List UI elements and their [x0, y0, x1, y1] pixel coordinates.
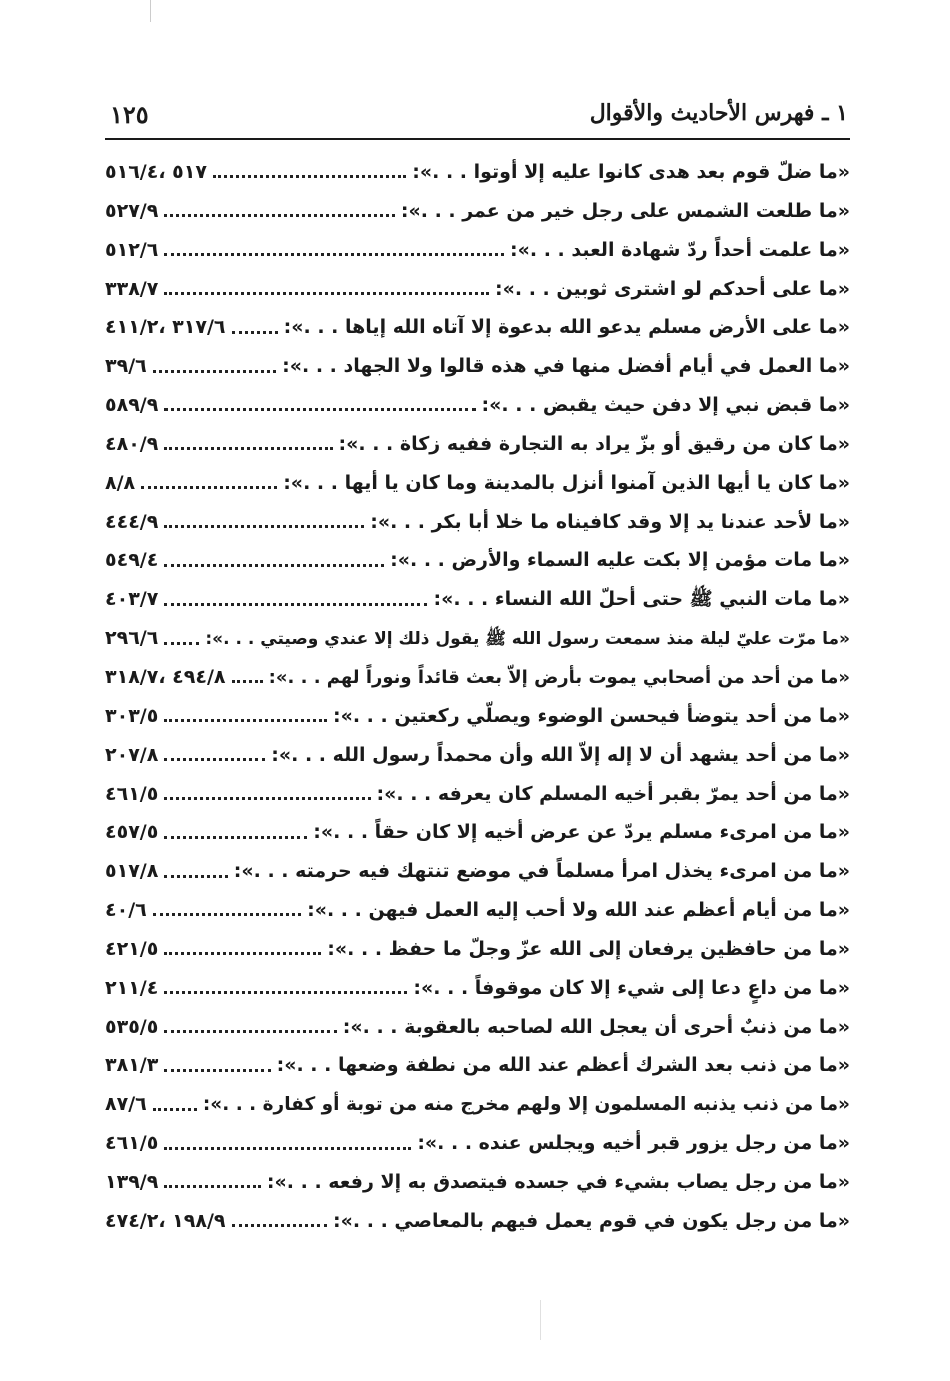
- dot-leader: [164, 1172, 261, 1192]
- volume-page-reference: ٨٧/٦: [105, 1093, 147, 1116]
- index-entry: [105, 580, 850, 619]
- dot-leader: [164, 784, 370, 804]
- dot-leader: [164, 590, 427, 610]
- dot-leader: [232, 1211, 328, 1231]
- hadith-text: «ما من رجل يزور قبر أخيه ويجلس عنده . . .»:: [417, 1132, 850, 1155]
- section-title: ١ ـ فهرس الأحاديث والأقوال: [589, 100, 848, 126]
- dot-leader: [164, 978, 407, 998]
- hadith-text: «ما كان من رقيق أو بزّ يراد به التجارة ففيه زكاة . . .»:: [338, 432, 850, 455]
- dot-leader: [153, 357, 276, 377]
- hadith-text: «ما من داعٍ دعا إلى شيء إلا كان موقوفاً . . .»:: [413, 976, 850, 999]
- index-entry: [105, 930, 850, 969]
- dot-leader: [164, 939, 321, 959]
- volume-page-reference: ٥٨٩/٩: [105, 394, 159, 417]
- volume-page-reference: ٥١٧/٨: [105, 860, 159, 883]
- hadith-text: «ما من امرىء مسلم يردّ عن عرض أخيه إلا كان حقاً . . .»:: [313, 821, 850, 844]
- dot-leader: [141, 473, 277, 493]
- dot-leader: [164, 745, 265, 765]
- dot-leader: [164, 629, 199, 649]
- index-entry: [105, 270, 850, 309]
- index-entry: [105, 658, 850, 697]
- index-entry: [105, 1046, 850, 1085]
- dot-leader: [164, 201, 395, 221]
- hadith-text: «ما مات مؤمن إلا بكت عليه السماء والأرض . . .»:: [390, 549, 850, 572]
- index-entry: [105, 386, 850, 425]
- volume-page-reference: ٤٠/٦: [105, 899, 147, 922]
- hadith-text: «ما من أحد يشهد أن لا إله إلاّ الله وأن محمداً رسول الله . . .»:: [271, 743, 850, 766]
- index-entry: [105, 541, 850, 580]
- index-entry: [105, 619, 850, 658]
- dot-leader: [164, 279, 489, 299]
- volume-page-reference: ٥١٧ ،٥١٦/٤: [105, 161, 207, 183]
- hadith-text: «ما لأحد عندنا يد إلا وقد كافيناه ما خلا أبا بكر . . .»:: [370, 510, 850, 533]
- hadith-text: «ما طلعت الشمس على رجل خير من عمر . . .»:: [400, 199, 850, 222]
- dot-leader: [153, 900, 301, 920]
- volume-page-reference: ٤٦١/٥: [105, 782, 159, 805]
- page-header: [110, 100, 848, 132]
- volume-page-reference: ٥٢٧/٩: [105, 199, 159, 222]
- index-list: [105, 153, 850, 1241]
- hadith-text: «ما من أحد يمرّ بقبر أخيه المسلم كان يعرفه . . .»:: [376, 782, 850, 805]
- hadith-text: «ما من ذنبٌ أحرى أن يعجل الله لصاحبه بالعقوبة . . .»:: [342, 1015, 850, 1038]
- volume-page-reference: ٢٩٦/٦: [105, 627, 159, 650]
- volume-page-reference: ٨/٨: [105, 471, 136, 494]
- volume-page-reference: ٥٣٥/٥: [105, 1015, 159, 1038]
- volume-page-reference: ٣٠٣/٥: [105, 704, 159, 727]
- dot-leader: [232, 318, 278, 338]
- volume-page-reference: ٣٩/٦: [105, 355, 147, 378]
- dot-leader: [164, 512, 364, 532]
- index-entry: [105, 347, 850, 386]
- index-entry: [105, 425, 850, 464]
- hadith-text: «ما على أحدكم لو اشترى ثوبين . . .»:: [495, 277, 850, 300]
- header-divider: [105, 138, 850, 140]
- hadith-text: «ما من أحد يتوضأ فيحسن الوضوء ويصلّي ركعتين . . .»:: [332, 704, 850, 727]
- hadith-text: «ما من امرىء يخذل امرأ مسلماً في موضع تنتهك فيه حرمته . . .»:: [233, 860, 850, 883]
- volume-page-reference: ٤٠٣/٧: [105, 588, 159, 611]
- volume-page-reference: ٥٤٩/٤: [105, 549, 159, 572]
- index-entry: [105, 1008, 850, 1047]
- dot-leader: [164, 862, 227, 882]
- dot-leader: [164, 706, 327, 726]
- index-entry: [105, 891, 850, 930]
- hadith-text: «ما من رجل يصاب بشيء في جسده فيتصدق به إلا رفعه . . .»:: [266, 1170, 850, 1193]
- volume-page-reference: ١٩٨/٩ ،٤٧٤/٢: [105, 1209, 226, 1232]
- hadith-text: «ما كان يا أيها الذين آمنوا أنزل بالمدينة وما كان يا أيها . . .»:: [283, 471, 850, 494]
- dot-leader: [232, 667, 263, 687]
- index-entry: [105, 736, 850, 775]
- volume-page-reference: ٤٤٤/٩: [105, 510, 159, 533]
- dot-leader: [164, 240, 504, 260]
- hadith-text: «ما مات النبي ﷺ حتى أحلّ الله النساء . . .»:: [433, 588, 850, 611]
- index-entry: [105, 231, 850, 270]
- volume-page-reference: ٤٦١/٥: [105, 1132, 159, 1155]
- dot-leader: [164, 1017, 336, 1037]
- volume-page-reference: ١٣٩/٩: [105, 1170, 159, 1193]
- index-entry: [105, 192, 850, 231]
- volume-page-reference: ٣٨١/٣: [105, 1054, 159, 1077]
- index-entry: [105, 969, 850, 1008]
- hadith-text: «ما من حافظين يرفعان إلى الله عزّ وجلّ ما حفظ . . .»:: [327, 937, 850, 960]
- index-entry: [105, 1085, 850, 1124]
- dot-leader: [164, 434, 332, 454]
- volume-page-reference: ٥١٢/٦: [105, 238, 159, 261]
- page-number: ١٢٥: [110, 100, 149, 129]
- volume-page-reference: ٤٥٧/٥: [105, 821, 159, 844]
- dot-leader: [164, 551, 384, 571]
- index-entry: [105, 464, 850, 503]
- hadith-text: «ما علمت أحداً ردّ شهادة العبد . . .»:: [509, 238, 850, 261]
- hadith-text: «ما من رجل يكون في قوم يعمل فيهم بالمعاصي . . .»:: [333, 1209, 850, 1232]
- index-entry: [105, 1202, 850, 1241]
- hadith-text: «ما مرّت عليّ ليلة منذ سمعت رسول الله ﷺ يقول ذلك إلا عندي وصيتي . . .»:: [205, 629, 850, 650]
- dot-leader: [164, 1134, 411, 1154]
- index-entry: [105, 852, 850, 891]
- index-entry: [105, 813, 850, 852]
- hadith-text: «ما من ذنب بعد الشرك أعظم عند الله من نطفة وضعها . . .»:: [276, 1054, 850, 1077]
- index-entry: [105, 153, 850, 192]
- hadith-text: «ما من أحد من أصحابي يموت بأرض إلاّ بعث قائداً ونوراً لهم . . .»:: [268, 666, 850, 688]
- dot-leader: [153, 1095, 197, 1115]
- volume-page-reference: ٣١٧/٦ ،٤١١/٢: [105, 316, 226, 339]
- index-entry: [105, 1163, 850, 1202]
- hadith-text: «ما من أيام أعظم عند الله ولا أحب إليه العمل فيهن . . .»:: [307, 899, 850, 922]
- index-entry: [105, 308, 850, 347]
- hadith-text: «ما على الأرض مسلم يدعو الله بدعوة إلا آتاه الله إياها . . .»:: [283, 316, 850, 339]
- hadith-text: «ما من ذنب يذنبه المسلمون إلا ولهم مخرج منه من توبة أو كفارة . . .»:: [202, 1094, 850, 1116]
- volume-page-reference: ٢١١/٤: [105, 976, 159, 999]
- index-entry: [105, 503, 850, 542]
- scan-mark: [540, 1300, 541, 1340]
- index-entry: [105, 697, 850, 736]
- hadith-text: «ما قبض نبي إلا دفن حيث يقبض . . .»:: [481, 394, 850, 417]
- volume-page-reference: ٤٩٤/٨ ،٣١٨/٧: [105, 665, 226, 688]
- hadith-text: «ما ضلّ قوم بعد هدى كانوا عليه إلا أوتوا . . .»:: [412, 161, 850, 183]
- index-entry: [105, 1124, 850, 1163]
- index-entry: [105, 775, 850, 814]
- volume-page-reference: ٢٠٧/٨: [105, 743, 159, 766]
- dot-leader: [164, 1056, 270, 1076]
- dot-leader: [164, 395, 475, 415]
- volume-page-reference: ٣٣٨/٧: [105, 277, 159, 300]
- hadith-text: «ما العمل في أيام أفضل منها في هذه قالوا ولا الجهاد . . .»:: [282, 355, 850, 378]
- volume-page-reference: ٤٨٠/٩: [105, 432, 159, 455]
- dot-leader: [213, 162, 406, 182]
- volume-page-reference: ٤٢١/٥: [105, 937, 159, 960]
- scan-mark: [150, 0, 151, 22]
- dot-leader: [164, 823, 307, 843]
